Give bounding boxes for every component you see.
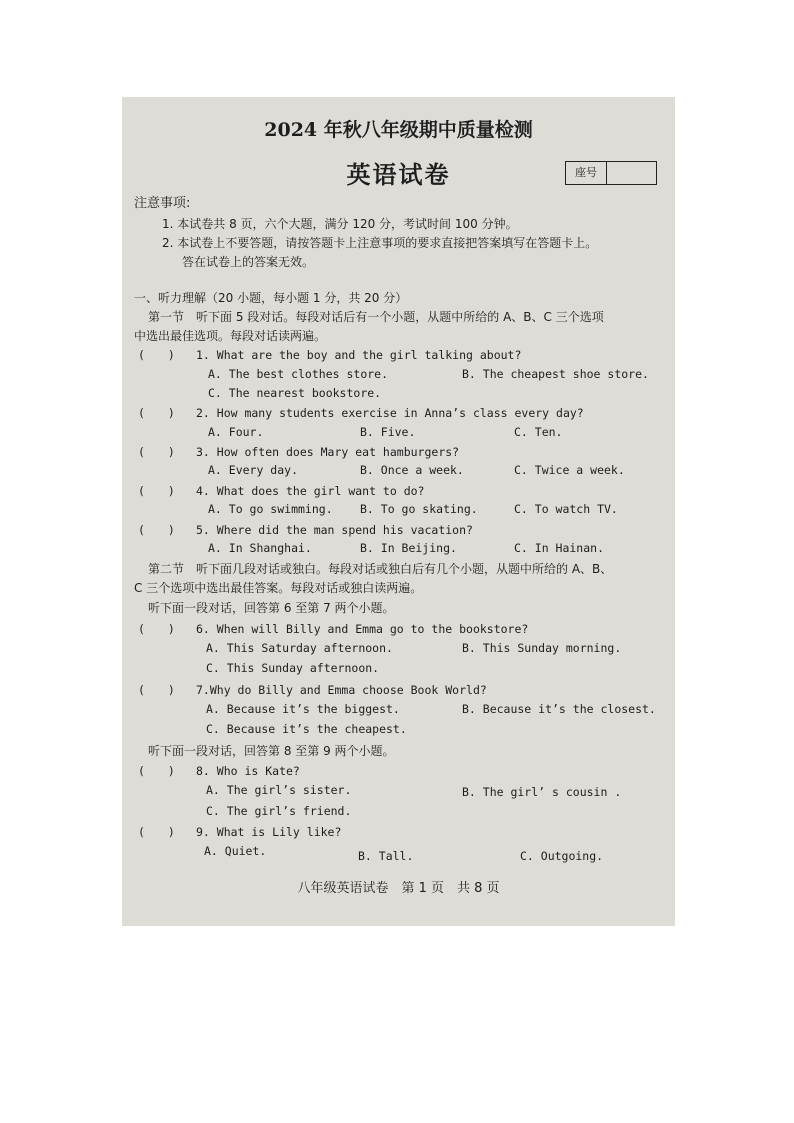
- q6-option-b: B. This Sunday morning.: [462, 641, 622, 655]
- q3-option-b: B. Once a week.: [360, 463, 464, 477]
- answer-paren: ( ): [138, 825, 175, 839]
- answer-paren: ( ): [138, 406, 175, 420]
- question-text: 9. What is Lily like?: [196, 825, 342, 839]
- answer-paren: ( ): [138, 622, 175, 636]
- question-text: 2. How many students exercise in Anna’s class every day?: [196, 406, 584, 420]
- q7-option-c: C. Because it’s the cheapest.: [206, 722, 407, 736]
- q8-option-c: C. The girl’s friend.: [206, 804, 352, 818]
- part1-heading: 一、听力理解（20 小题，每小题 1 分，共 20 分）: [134, 291, 408, 305]
- question-text: 8. Who is Kate?: [196, 764, 300, 778]
- seat-number-label: 座号: [566, 162, 607, 184]
- exam-page: [122, 97, 675, 926]
- question-text: 5. Where did the man spend his vacation?: [196, 523, 473, 537]
- q2-option-b: B. Five.: [360, 425, 416, 439]
- question-1: [138, 347, 521, 363]
- q6-option-a: A. This Saturday afternoon.: [206, 641, 393, 655]
- question-text: 7.Why do Billy and Emma choose Book World?: [196, 683, 487, 697]
- question-7: [138, 682, 487, 698]
- q1-option-c: C. The nearest bookstore.: [208, 386, 382, 400]
- section1-instruction-line1: 第一节 听下面 5 段对话。每段对话后有一个小题，从题中所给的 A、B、C 三个选项: [148, 310, 604, 324]
- answer-paren: ( ): [138, 445, 175, 459]
- notice-item-3: 答在试卷上的答案无效。: [182, 255, 315, 269]
- q5-option-b: B. In Beijing.: [360, 541, 457, 555]
- question-text: 4. What does the girl want to do?: [196, 484, 425, 498]
- exam-subtitle: 英语试卷: [346, 160, 451, 189]
- q1-option-a: A. The best clothes store.: [208, 367, 389, 381]
- q6-option-c: C. This Sunday afternoon.: [206, 661, 380, 675]
- dialogue-intro-8-9: 听下面一段对话，回答第 8 至第 9 两个小题。: [148, 744, 395, 758]
- q3-option-a: A. Every day.: [208, 463, 299, 477]
- dialogue-intro-6-7: 听下面一段对话，回答第 6 至第 7 两个小题。: [148, 601, 395, 615]
- notice-item-1: 1. 本试卷共 8 页，六个大题，满分 120 分，考试时间 100 分钟。: [162, 217, 518, 231]
- q1-option-b: B. The cheapest shoe store.: [462, 367, 649, 381]
- q7-option-a: A. Because it’s the biggest.: [206, 702, 400, 716]
- q9-option-c: C. Outgoing.: [520, 849, 604, 863]
- q3-option-c: C. Twice a week.: [514, 463, 625, 477]
- question-4: [138, 483, 424, 499]
- answer-paren: ( ): [138, 523, 175, 537]
- seat-number-box: [565, 161, 657, 185]
- notice-heading: 注意事项:: [134, 196, 191, 211]
- q5-option-c: C. In Hainan.: [514, 541, 605, 555]
- answer-paren: ( ): [138, 348, 175, 362]
- q9-option-b: B. Tall.: [358, 849, 414, 863]
- q7-option-b: B. Because it’s the closest.: [462, 702, 656, 716]
- page-footer: 八年级英语试卷 第 1 页 共 8 页: [297, 881, 500, 896]
- section2-instruction-line2: C 三个选项中选出最佳答案。每段对话或独白读两遍。: [134, 581, 423, 595]
- section1-instruction-line2: 中选出最佳选项。每段对话读两遍。: [134, 329, 327, 343]
- question-6: [138, 621, 528, 637]
- question-9: [138, 824, 341, 840]
- q5-option-a: A. In Shanghai.: [208, 541, 312, 555]
- question-3: [138, 444, 459, 460]
- section2-instruction-line1: 第二节 听下面几段对话或独白。每段对话或独白后有几个小题，从题中所给的 A、B、: [148, 562, 613, 576]
- notice-item-2: 2. 本试卷上不要答题，请按答题卡上注意事项的要求直接把答案填写在答题卡上。: [162, 236, 598, 250]
- answer-paren: ( ): [138, 683, 175, 697]
- question-text: 3. How often does Mary eat hamburgers?: [196, 445, 460, 459]
- answer-paren: ( ): [138, 764, 175, 778]
- answer-paren: ( ): [138, 484, 175, 498]
- question-text: 6. When will Billy and Emma go to the bookstore?: [196, 622, 529, 636]
- question-text: 1. What are the boy and the girl talking about?: [196, 348, 522, 362]
- q2-option-a: A. Four.: [208, 425, 264, 439]
- q2-option-c: C. Ten.: [514, 425, 563, 439]
- q8-option-b: B. The girl’ s cousin .: [462, 785, 622, 799]
- question-5: [138, 522, 473, 538]
- exam-title: 2024 年秋八年级期中质量检测: [264, 119, 533, 141]
- q8-option-a: A. The girl’s sister.: [206, 783, 352, 797]
- q9-option-a: A. Quiet.: [204, 844, 267, 858]
- q4-option-a: A. To go swimming.: [208, 502, 333, 516]
- question-8: [138, 763, 300, 779]
- question-2: [138, 405, 584, 421]
- q4-option-c: C. To watch TV.: [514, 502, 618, 516]
- q4-option-b: B. To go skating.: [360, 502, 478, 516]
